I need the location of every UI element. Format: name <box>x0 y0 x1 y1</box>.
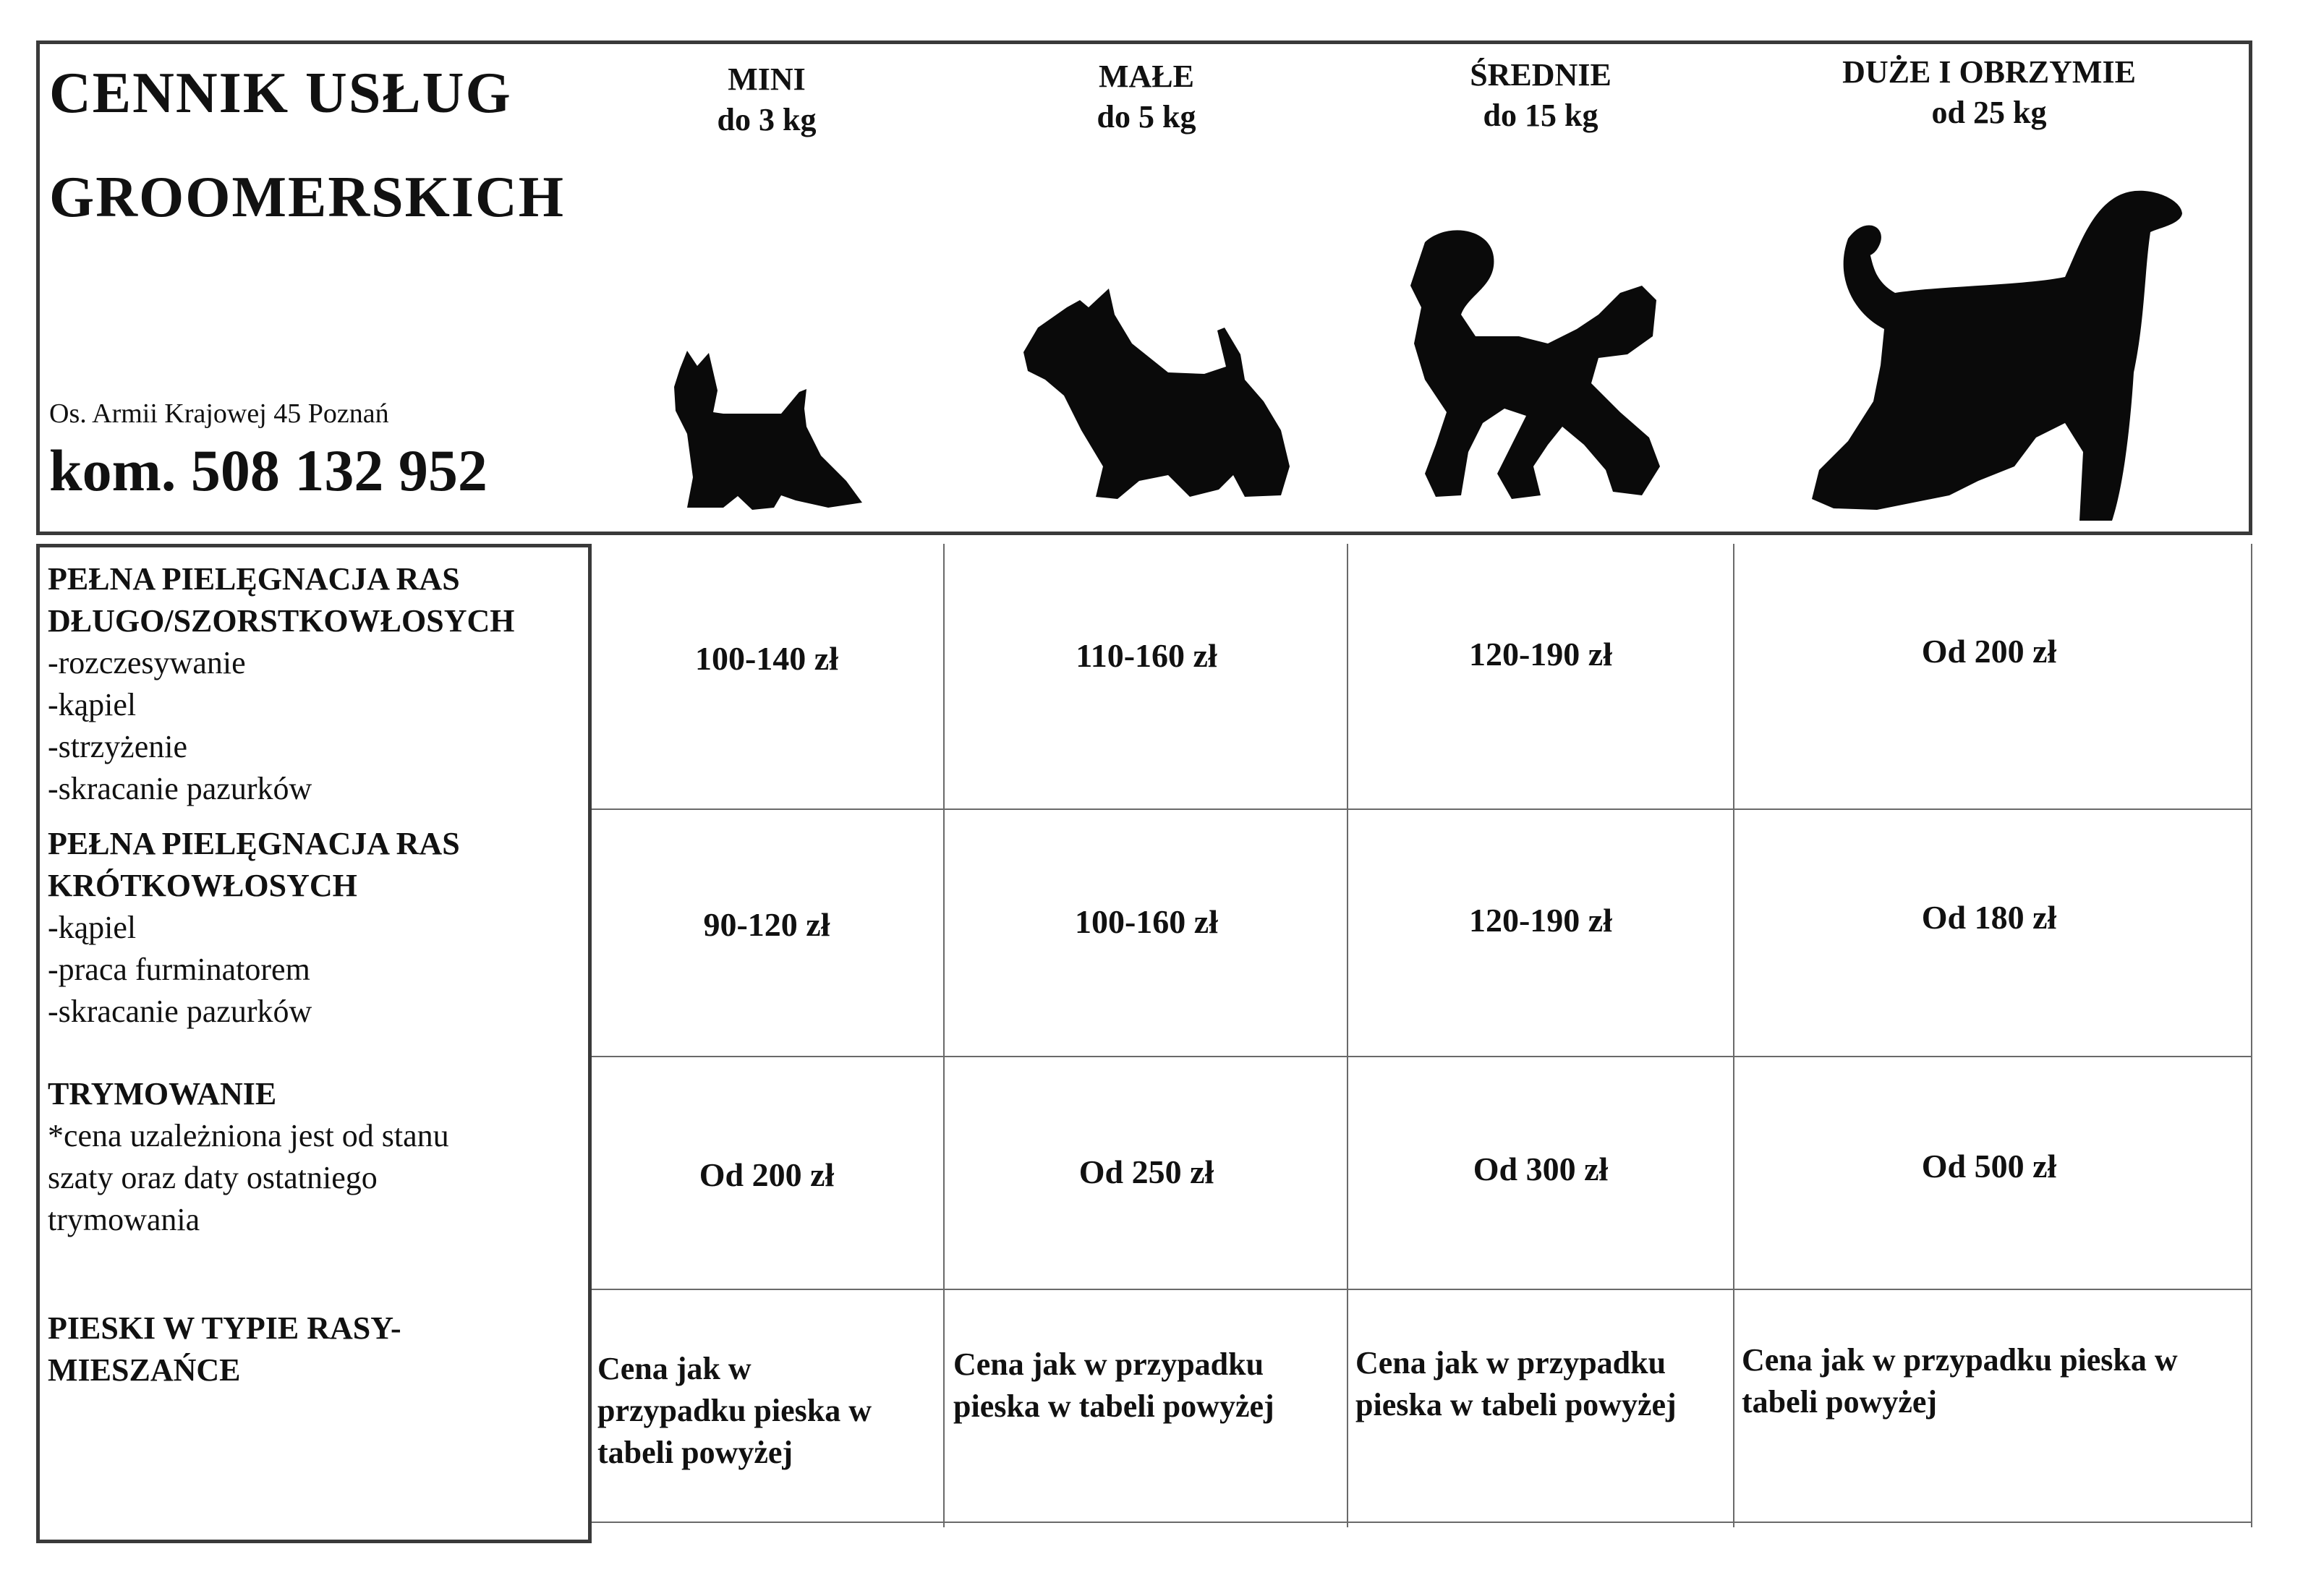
grid-line <box>1733 544 1734 1527</box>
service-item: -kąpiel <box>48 687 137 722</box>
column-name: MINI <box>728 61 806 97</box>
price-cell: Od 300 zł <box>1473 1151 1609 1187</box>
column-weight: do 5 kg <box>1097 99 1196 135</box>
service-mixed-breed <box>48 1307 583 1391</box>
note-line: Cena jak w przypadku <box>953 1347 1264 1382</box>
note-line: Cena jak w przypadku pieska w <box>1742 1342 2178 1378</box>
note-line: pieska w tabeli powyżej <box>953 1388 1274 1424</box>
note-line: Cena jak w przypadku <box>1355 1345 1666 1381</box>
note-line: tabeli powyżej <box>597 1435 793 1470</box>
service-title: KRÓTKOWŁOSYCH <box>48 868 357 903</box>
grid-line <box>592 808 2252 810</box>
note-line: Cena jak w <box>597 1351 752 1386</box>
column-header-srednie <box>1396 55 1685 136</box>
service-item: -praca furminatorem <box>48 952 310 987</box>
grid-line <box>592 1289 2252 1290</box>
grid-line <box>943 544 945 1527</box>
note-cell <box>1355 1342 1732 1426</box>
column-weight: do 3 kg <box>717 102 817 137</box>
service-item: -rozczesywanie <box>48 645 246 680</box>
service-title: PEŁNA PIELĘGNACJA RAS <box>48 826 460 861</box>
price-cell: 100-160 zł <box>1074 903 1218 940</box>
price-cell: Od 200 zł <box>699 1156 835 1193</box>
poodle-icon <box>1403 228 1671 506</box>
scottish-terrier-icon <box>1023 286 1298 503</box>
column-name: ŚREDNIE <box>1470 57 1612 93</box>
yorkshire-terrier-icon <box>673 347 868 513</box>
note-cell <box>1742 1339 2248 1423</box>
grid-line <box>592 1056 2252 1057</box>
service-long-hair <box>48 558 583 810</box>
page-title-line2: GROOMERSKICH <box>49 166 565 229</box>
price-cell: 120-190 zł <box>1468 902 1612 939</box>
column-weight: od 25 kg <box>1931 95 2047 130</box>
service-item: szaty oraz daty ostatniego <box>48 1160 378 1195</box>
note-cell <box>953 1344 1344 1428</box>
grid-line <box>1347 544 1348 1527</box>
page-title-line1: CENNIK USŁUG <box>49 61 512 125</box>
note-line: przypadku pieska w <box>597 1393 872 1428</box>
service-title: PEŁNA PIELĘGNACJA RAS <box>48 561 460 597</box>
grid-line <box>592 1522 2252 1523</box>
service-title: DŁUGO/SZORSTKOWŁOSYCH <box>48 603 515 639</box>
service-title: TRYMOWANIE <box>48 1076 277 1111</box>
column-header-male <box>1002 56 1291 137</box>
service-item: -kąpiel <box>48 910 137 945</box>
price-cell: 110-160 zł <box>1076 637 1217 674</box>
note-cell <box>597 1348 937 1474</box>
price-cell: Od 200 zł <box>1921 633 2057 670</box>
service-item: -skracanie pazurków <box>48 994 312 1029</box>
price-cell: Od 180 zł <box>1921 899 2057 936</box>
column-header-mini <box>622 59 911 140</box>
column-name: MAŁE <box>1099 59 1194 94</box>
price-cell: Od 500 zł <box>1921 1148 2057 1185</box>
price-cell: 120-190 zł <box>1468 636 1612 673</box>
column-name: DUŻE I OBRZYMIE <box>1842 54 2136 90</box>
afghan-hound-icon <box>1805 184 2188 524</box>
service-trimming <box>48 1073 583 1241</box>
service-title: PIESKI W TYPIE RASY- <box>48 1310 401 1346</box>
note-line: pieska w tabeli powyżej <box>1355 1387 1677 1422</box>
price-cell: Od 250 zł <box>1078 1153 1214 1190</box>
phone-number: kom. 508 132 952 <box>49 438 488 503</box>
service-title: MIESZAŃCE <box>48 1352 241 1388</box>
price-cell: 90-120 zł <box>703 906 830 943</box>
service-item: *cena uzależniona jest od stanu <box>48 1118 449 1153</box>
service-short-hair <box>48 823 583 1033</box>
column-weight: do 15 kg <box>1483 98 1598 133</box>
service-item: -skracanie pazurków <box>48 771 312 806</box>
price-cell: 100-140 zł <box>694 640 838 677</box>
note-line: tabeli powyżej <box>1742 1384 1938 1420</box>
grid-line <box>2251 544 2252 1527</box>
service-item: -strzyżenie <box>48 729 187 764</box>
service-item: trymowania <box>48 1202 200 1237</box>
address: Os. Armii Krajowej 45 Poznań <box>49 398 389 429</box>
column-header-duze <box>1772 52 2206 133</box>
